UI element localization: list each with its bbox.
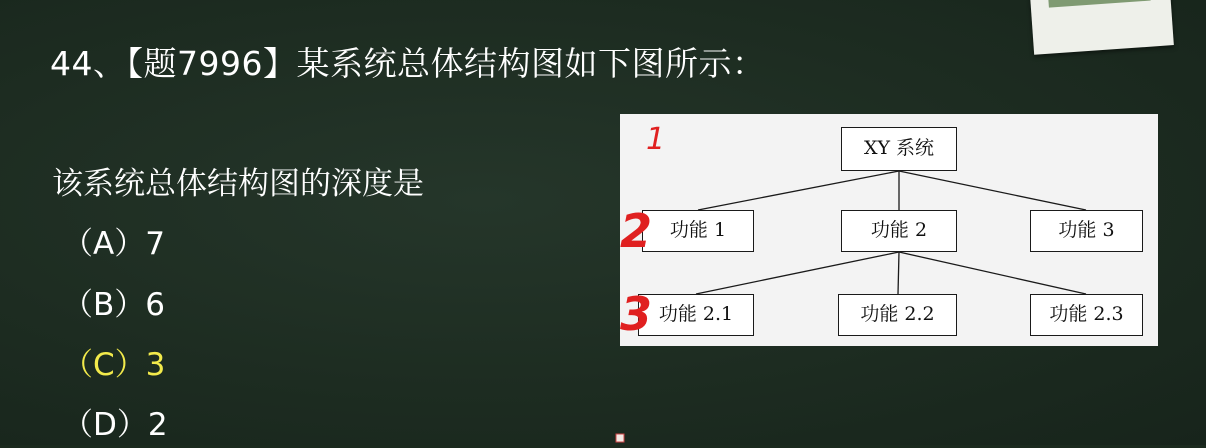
pointer-marker-icon bbox=[612, 432, 628, 448]
option-b[interactable]: （B）6 bbox=[62, 287, 165, 323]
node-function-2-2: 功能 2.2 bbox=[838, 294, 957, 336]
connector-n2-n22 bbox=[898, 252, 899, 294]
connector-n2-n21 bbox=[696, 252, 899, 294]
depth-annotation-2: 2 bbox=[620, 204, 653, 258]
depth-annotation-3: 3 bbox=[620, 287, 653, 341]
question-prompt: 该系统总体结构图的深度是 bbox=[52, 166, 424, 202]
node-function-2-1: 功能 2.1 bbox=[638, 294, 754, 336]
question-title: 44、【题7996】某系统总体结构图如下图所示： bbox=[50, 44, 766, 83]
connector-n2-n23 bbox=[899, 252, 1086, 294]
option-c-highlighted[interactable]: （C）3 bbox=[62, 347, 166, 383]
node-function-2-3: 功能 2.3 bbox=[1030, 294, 1143, 336]
node-function-2: 功能 2 bbox=[841, 210, 957, 252]
connector-root-n3 bbox=[899, 171, 1086, 210]
structure-diagram bbox=[620, 114, 1158, 346]
node-function-3: 功能 3 bbox=[1030, 210, 1143, 252]
photo-image bbox=[1048, 0, 1151, 8]
depth-annotation-1: 1 bbox=[646, 122, 666, 157]
option-a[interactable]: （A）7 bbox=[62, 226, 165, 262]
node-function-1: 功能 1 bbox=[642, 210, 754, 252]
connector-root-n1 bbox=[698, 171, 899, 210]
option-d[interactable]: （D）2 bbox=[62, 407, 168, 443]
node-root: XY 系统 bbox=[841, 127, 957, 171]
